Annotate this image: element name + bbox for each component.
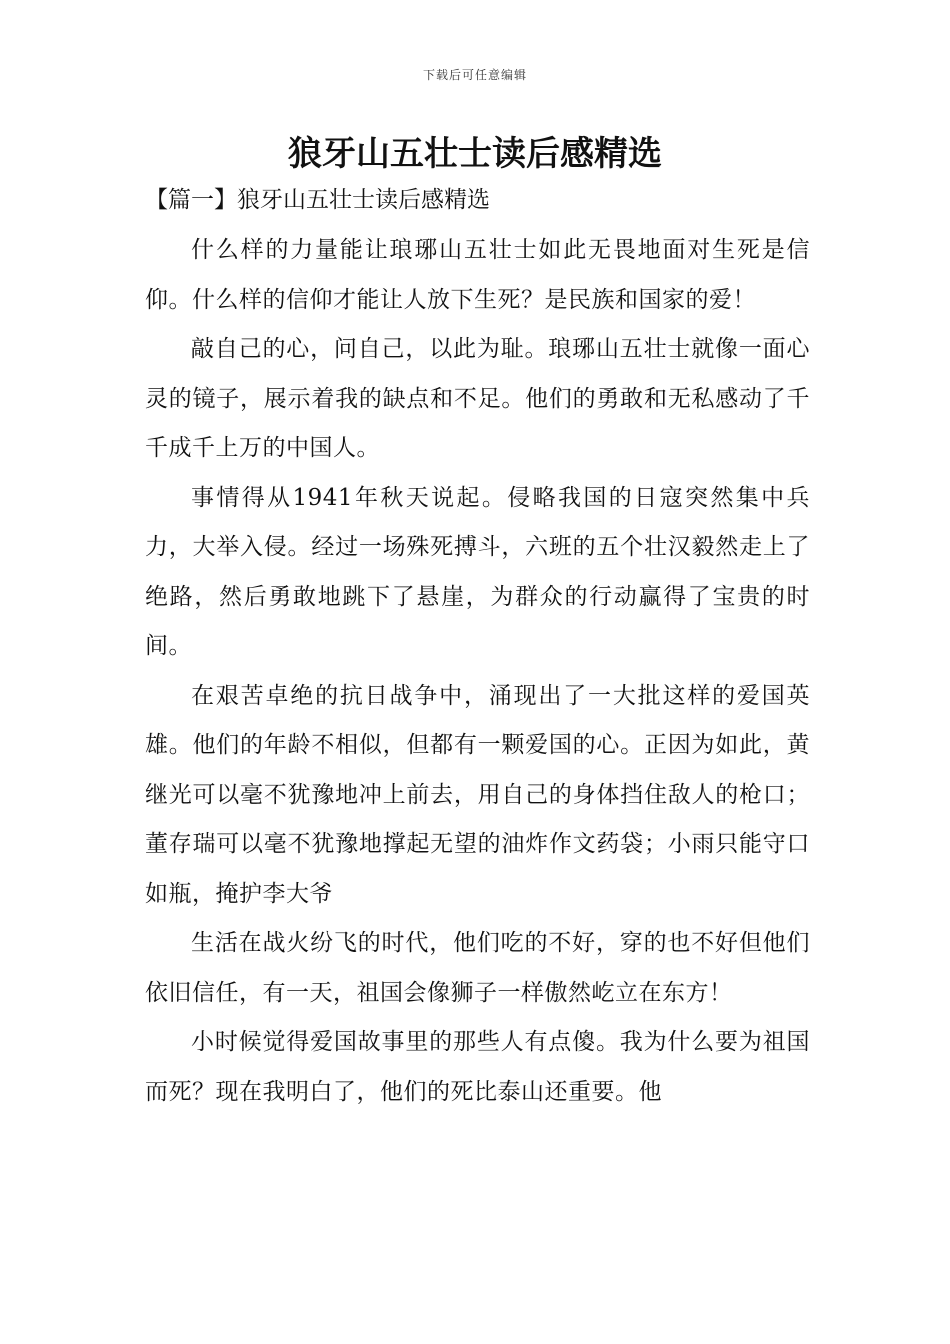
paragraph: 事情得从1941年秋天说起。侵略我国的日寇突然集中兵力，大举入侵。经过一场殊死搏斗，六班的五个壮汉毅然走上了绝路，然后勇敢地跳下了悬崖，为群众的行动赢得了宝贵的时间。 [145, 484, 810, 659]
body-text [145, 226, 810, 1117]
paragraph: 在艰苦卓绝的抗日战争中，涌现出了一大批这样的爱国英雄。他们的年龄不相似，但都有一颗爱国的心。正因为如此，黄继光可以毫不犹豫地冲上前去，用自己的身体挡住敌人的枪口；董存瑞可以毫不犹豫地撑起无望的油炸作文药袋；小雨只能守口如瓶，掩护李大爷 [145, 682, 810, 907]
header-note: 下载后可任意编辑 [422, 68, 527, 82]
paragraph: 敲自己的心，问自己，以此为耻。琅琊山五壮士就像一面心灵的镜子，展示着我的缺点和不足。他们的勇敢和无私感动了千千成千上万的中国人。 [145, 336, 810, 461]
paragraph: 什么样的力量能让琅琊山五壮士如此无畏地面对生死是信仰。什么样的信仰才能让人放下生死？是民族和国家的爱！ [145, 237, 810, 313]
document-title: 狼牙山五壮士读后感精选 [288, 134, 662, 174]
paragraph: 生活在战火纷飞的时代，他们吃的不好，穿的也不好但他们依旧信任，有一天，祖国会像狮子一样傲然屹立在东方！ [145, 930, 810, 1006]
section-heading: 【篇一】狼牙山五壮士读后感精选 [145, 187, 490, 213]
paragraph: 小时候觉得爱国故事里的那些人有点傻。我为什么要为祖国而死？现在我明白了，他们的死比泰山还重要。他 [145, 1029, 810, 1105]
